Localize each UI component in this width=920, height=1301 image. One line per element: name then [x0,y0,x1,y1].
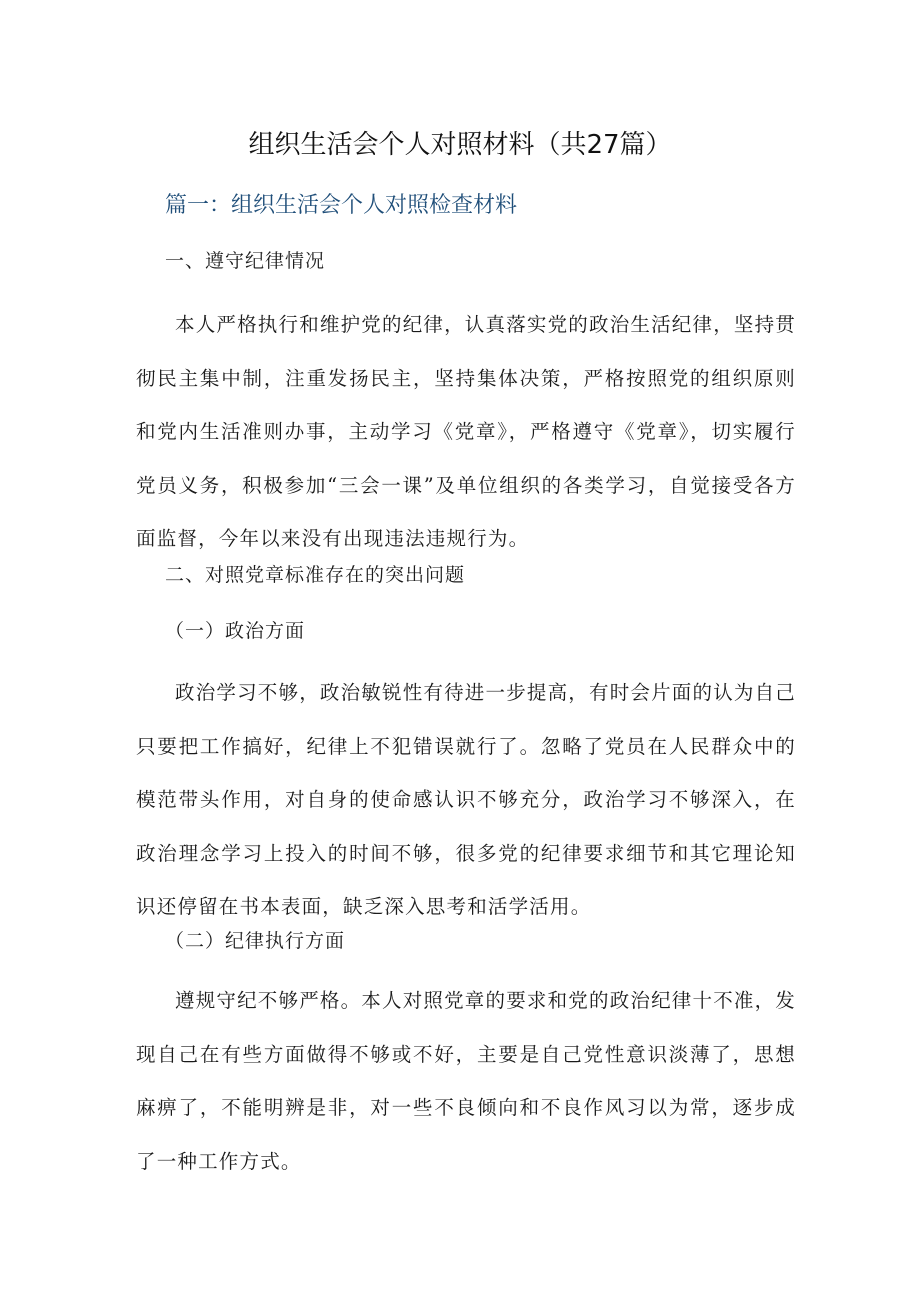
section-heading-problems: 二、对照党章标准存在的突出问题 [165,564,466,586]
paragraph-discipline-execution: 遵规守纪不够严格。本人对照党章的要求和党的政治纪律十不准，发现自己在有些方面做得不够或不好，主要是自己党性意识淡薄了，思想麻痹了，不能明辨是非，对一些不良倾向和不良作风习以为常，逐步成了一种工作方式。 [136,989,797,1173]
paragraph-discipline: 本人严格执行和维护党的纪律，认真落实党的政治生活纪律，坚持贯彻民主集中制，注重发扬民主，坚持集体决策，严格按照党的组织原则和党内生活准则办事，主动学习《党章》，严格遵守《党章》，切实履行党员义务，积极参加“三会一课”及单位组织的各类学习，自觉接受各方面监督，今年以来没有出现违法违规行为。 [136,313,797,551]
document-subtitle: 篇一：组织生活会个人对照检查材料 [165,193,518,218]
paragraph-political: 政治学习不够，政治敏锐性有待进一步提高，有时会片面的认为自己只要把工作搞好，纪律上不犯错误就行了。忽略了党员在人民群众中的模范带头作用，对自身的使命感认识不够充分，政治学习不够深入，在政治理念学习上投入的时间不够，很多党的纪律要求细节和其它理论知识还停留在书本表面，缺乏深入思考和活学活用。 [136,681,797,919]
subsection-heading-discipline-execution: （二）纪律执行方面 [165,930,346,952]
document-title: 组织生活会个人对照材料（共27篇） [248,130,672,160]
subsection-heading-political: （一）政治方面 [165,620,306,642]
section-heading-discipline: 一、遵守纪律情况 [165,250,326,272]
